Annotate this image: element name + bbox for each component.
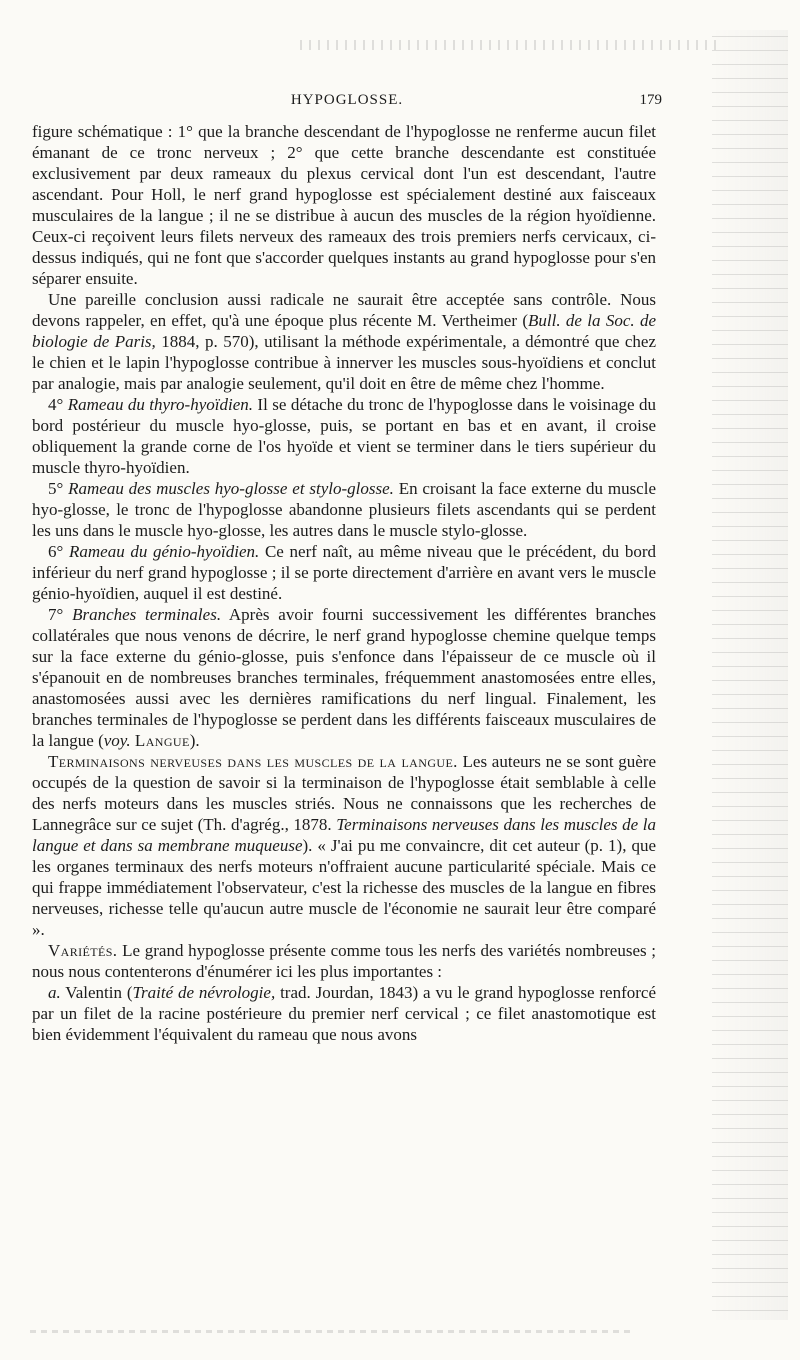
italic-text: Rameau des muscles hyo-glosse et stylo-glosse.	[68, 479, 394, 498]
paragraph	[32, 478, 656, 541]
text-run: 1884, p. 570), utilisant la méthode expérimentale, a démontré que chez le chien et le lapin l'hypoglosse contribue à innerver les muscles sous-hyoïdiens et conclut par analogie, mais par analogie seulement, qu'il doit en être de même chez l'homme.	[32, 332, 656, 393]
text-run: ). « J'ai pu me convaincre, dit cet auteur (p. 1), que les organes terminaux des nerfs moteurs n'offraient aucune particularité spéciale. Mais ce qui frappe immédiatement l'observateur, c'est la richesse des muscles de la langue en fibres nerveuses, richesse telle qu'aucun autre muscle de l'économie ne saurait leur être comparé ».	[32, 836, 657, 939]
text-run: 6°	[48, 542, 69, 561]
italic-text: a.	[48, 983, 61, 1002]
paragraph	[32, 940, 656, 982]
italic-text: Branches terminales.	[72, 605, 222, 624]
text-run: En croisant la face externe du muscle hyo-glosse, le tronc de l'hypoglosse abandonne plusieurs filets ascendants qui se perdent les uns dans le muscle hyo-glosse, les autres dans le muscle stylo-glosse.	[32, 479, 656, 540]
small-caps-text: Langue	[134, 731, 190, 750]
scan-artifact-bottom	[30, 1330, 630, 1333]
italic-text: Rameau du génio-hyoïdien.	[68, 542, 260, 561]
page-number: 179	[639, 92, 662, 108]
paragraph	[32, 604, 656, 751]
running-title: HYPOGLOSSE.	[290, 92, 404, 108]
paragraph	[32, 394, 656, 478]
text-run: Il se détache du tronc de l'hypoglosse dans le voisinage du bord postérieur du muscle hyo-glosse, puis, se portant en bas et en avant, il croise obliquement la grande corne de l'os hyoïde et vient se terminer dans le tiers supérieur du muscle thyro-hyoïdien.	[32, 395, 656, 477]
text-run: 4°	[48, 395, 68, 414]
italic-text: voy.	[103, 731, 131, 750]
paragraph	[32, 121, 656, 289]
body-text	[32, 121, 656, 1045]
scan-artifact-top	[300, 40, 720, 50]
running-header	[32, 92, 662, 116]
small-caps-text: Variétés.	[48, 941, 118, 960]
text-run: Après avoir fourni successivement les différentes branches collatérales que nous venons de décrire, le nerf grand hypoglosse chemine quelque temps sur la face externe du génio-glosse, puis s'enfonce dans l'épaisseur de ce muscle où il s'épanouit en de nombreuses branches terminales, fréquemment anastomosées entre elles, anastomosées aussi avec les dernières ramifications du nerf lingual. Finalement, les branches terminales de l'hypoglosse se perdent dans les différents faisceaux musculaires de la langue (	[32, 605, 656, 750]
italic-text: Terminaisons nerveuses dans les muscles de la langue et dans sa membrane muqueuse	[32, 815, 656, 855]
italic-text: Rameau du thyro-hyoïdien.	[67, 395, 253, 414]
text-run: Le grand hypoglosse présente comme tous les nerfs des variétés nombreuses ; nous nous contenterons d'énumérer ici les plus importantes :	[32, 941, 656, 981]
italic-text: Bull. de la Soc. de biologie de Paris,	[32, 311, 656, 351]
paragraph	[32, 751, 656, 940]
text-run: ).	[189, 731, 200, 750]
text-run: 7°	[48, 605, 73, 624]
text-run: figure schématique : 1° que la branche descendant de l'hypoglosse ne renferme aucun filet émanant de ce tronc nerveux ; 2° que cette branche descendante est constituée exclusivement par deux rameaux du plexus cervical dont l'un est descendant, l'autre ascendant. Pour Holl, le nerf grand hypoglosse est spécialement destiné aux faisceaux musculaires de la langue ; il ne se distribue à aucun des muscles de la région hyoïdienne. Ceux-ci reçoivent leurs filets nerveux des rameaux des trois premiers nerfs cervicaux, ci-dessus indiqués, qui ne font que s'accorder quelques instants au grand hypoglosse pour s'en séparer ensuite.	[32, 122, 656, 288]
small-caps-text: Terminaisons nerveuses dans les muscles de la langue.	[48, 752, 458, 771]
text-run: Ce nerf naît, au même niveau que le précédent, du bord inférieur du nerf grand hypoglosse ; il se porte directement d'arrière en avant vers le muscle génio-hyoïdien, auquel il est destiné.	[32, 542, 656, 603]
text-run: Une pareille conclusion aussi radicale ne saurait être acceptée sans contrôle. Nous devons rappeler, en effet, qu'à une époque plus récente M. Vertheimer (	[32, 290, 656, 330]
text-run: Les auteurs ne se sont guère occupés de la question de savoir si la terminaison de l'hypoglosse était semblable à celle des nerfs moteurs dans les muscles striés. Nous ne connaissons que les recherches de Lannegrâce sur ce sujet (Th. d'agrég., 1878.	[32, 752, 657, 834]
paragraph	[32, 289, 656, 394]
paragraph	[32, 982, 656, 1045]
paragraph	[32, 541, 656, 604]
text-run: trad. Jourdan, 1843) a vu le grand hypoglosse renforcé par un filet de la racine postérieure du premier nerf cervical ; ce filet anastomotique est bien évidemment l'équivalent du rameau que nous avons	[32, 983, 656, 1044]
text-run: 5°	[48, 479, 69, 498]
italic-text: Traité de névrologie,	[132, 983, 276, 1002]
scan-page-edge	[712, 30, 788, 1320]
text-run: Valentin (	[60, 983, 133, 1002]
